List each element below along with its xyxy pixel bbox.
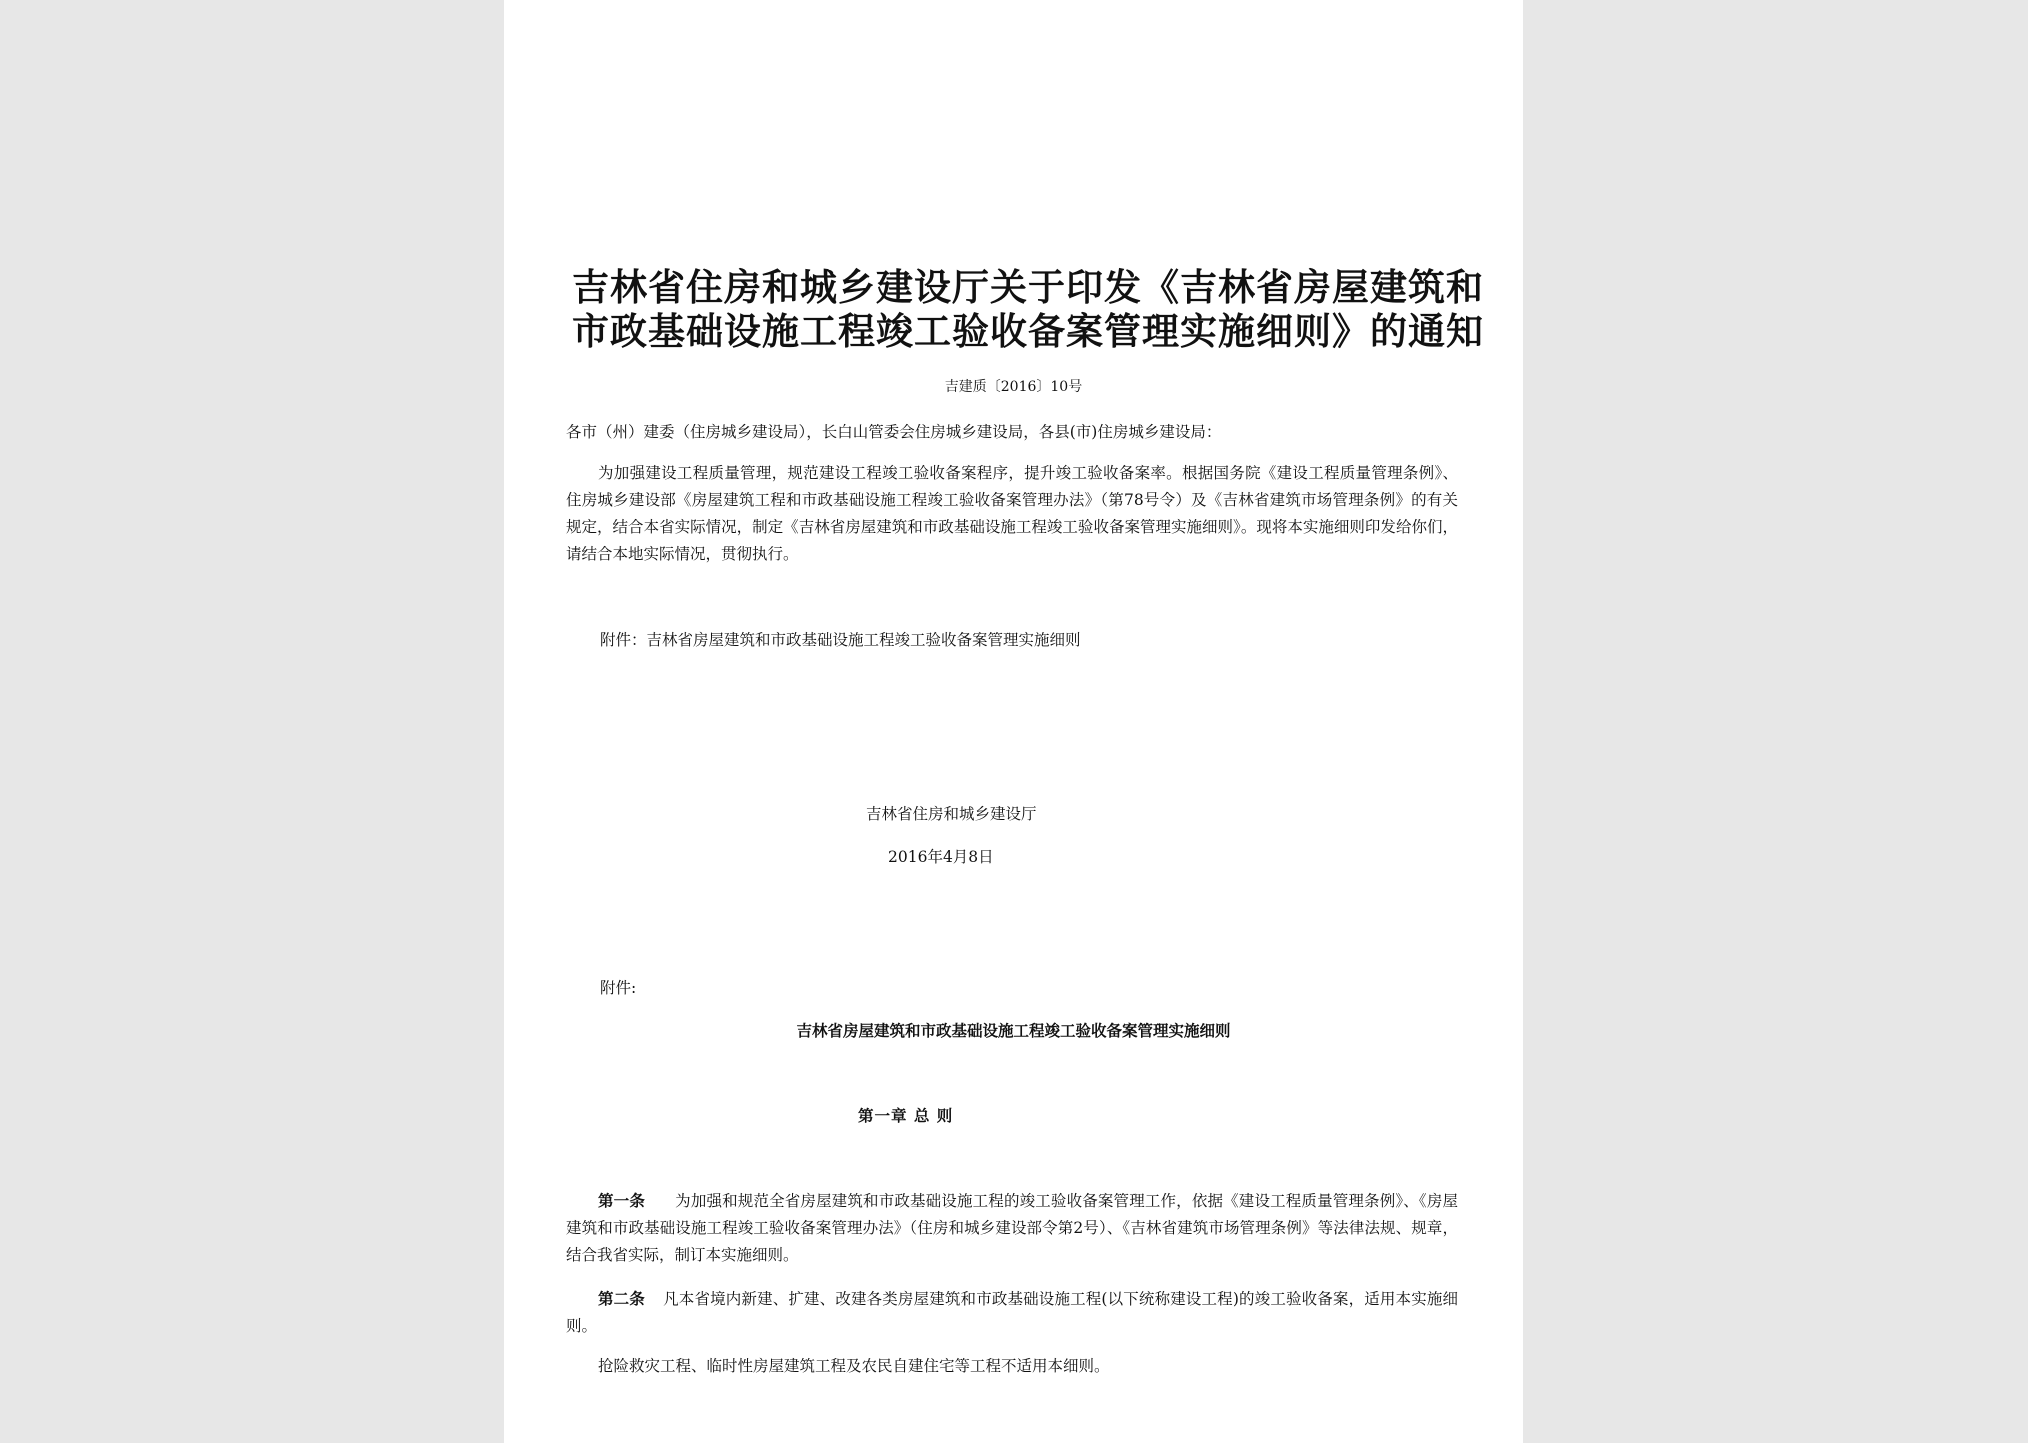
document-title-line-1: 吉林省住房和城乡建设厅关于印发《吉林省房屋建筑和	[572, 265, 1484, 309]
article-2-label: 第二条	[598, 1289, 645, 1308]
article-2-exception: 抢险救灾工程、临时性房屋建筑工程及农民自建住宅等工程不适用本细则。	[598, 1357, 1110, 1375]
addressee-line: 各市（州）建委（住房城乡建设局），长白山管委会住房城乡建设局，各县(市)住房城乡建设局：	[566, 423, 1222, 441]
article-2	[566, 1285, 1458, 1340]
article-1-label: 第一条	[598, 1191, 645, 1210]
document-page	[504, 0, 1523, 1443]
document-title-line-2: 市政基础设施工程竣工验收备案管理实施细则》的通知	[572, 309, 1484, 353]
article-1	[566, 1187, 1458, 1269]
article-1-text: 为加强和规范全省房屋建筑和市政基础设施工程的竣工验收备案管理工作，依据《建设工程质量管理条例》、《房屋建筑和市政基础设施工程竣工验收备案管理办法》（住房和城乡建设部令第2号）、《吉林省建筑市场管理条例》等法律法规、规章，结合我省实际，制订本实施细则。	[566, 1192, 1458, 1264]
attachment-label: 附件:	[600, 979, 637, 997]
chapter-heading: 第一章 总 则	[858, 1106, 954, 1125]
article-2-text: 凡本省境内新建、扩建、改建各类房屋建筑和市政基础设施工程(以下统称建设工程)的竣工验收备案，适用本实施细则。	[566, 1290, 1458, 1335]
signature-organization: 吉林省住房和城乡建设厅	[866, 805, 1037, 823]
document-number: 吉建质〔2016〕10号	[944, 379, 1083, 395]
intro-paragraph: 为加强建设工程质量管理，规范建设工程竣工验收备案程序，提升竣工验收备案率。根据国务院《建设工程质量管理条例》、住房城乡建设部《房屋建筑工程和市政基础设施工程竣工验收备案管理办法》（第78号令）及《吉林省建筑市场管理条例》的有关规定，结合本省实际情况，制定《吉林省房屋建筑和市政基础设施工程竣工验收备案管理实施细则》。现将本实施细则印发给你们，请结合本地实际情况，贯彻执行。	[566, 464, 1458, 563]
attachment-note: 附件：吉林省房屋建筑和市政基础设施工程竣工验收备案管理实施细则	[600, 631, 1081, 649]
signature-date: 2016年4月8日	[888, 848, 994, 866]
attachment-title: 吉林省房屋建筑和市政基础设施工程竣工验收备案管理实施细则	[796, 1021, 1231, 1040]
